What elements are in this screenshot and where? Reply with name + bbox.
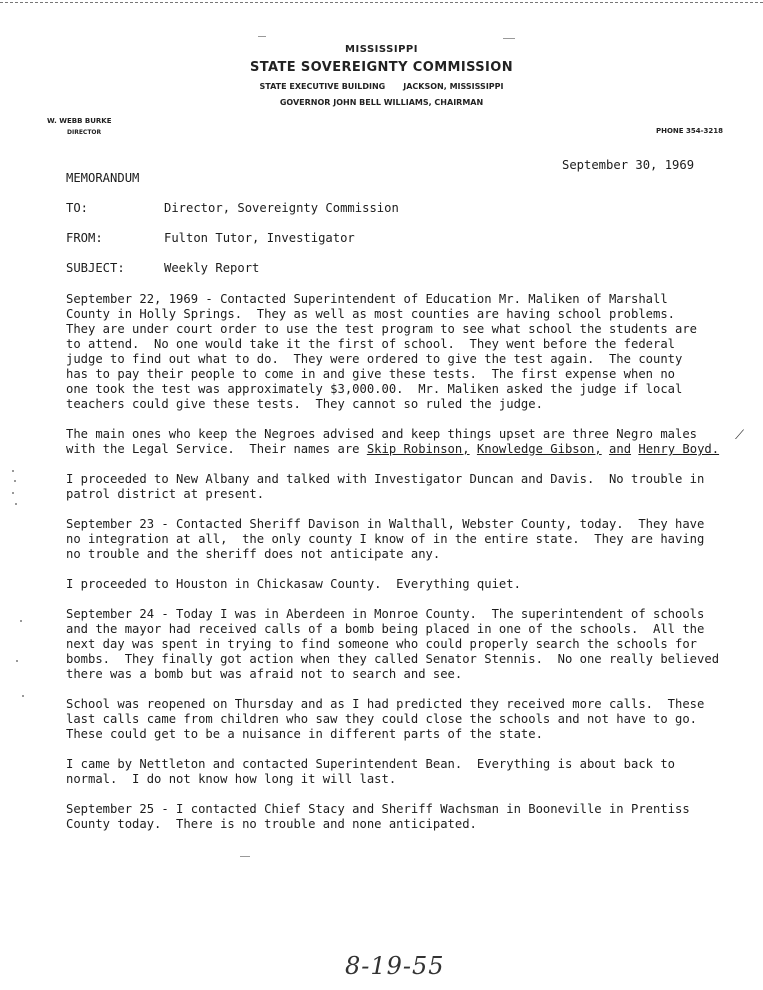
handwritten-file-number: 8-19-55 [345, 952, 445, 980]
from-line [66, 231, 355, 245]
subject-line [66, 261, 259, 275]
letterhead-commission: STATE SOVEREIGNTY COMMISSION [249, 60, 514, 75]
name-knowledge-gibson: Knowledge Gibson, [476, 442, 602, 456]
to-value: Director, Sovereignty Commission [164, 201, 399, 215]
margin-speck [12, 492, 14, 494]
margin-check-mark: ⟋ [735, 428, 745, 443]
paragraph-school-reopened: School was reopened on Thursday and as I had predicted they received more calls. These last calls came from children who saw they could close the schools and not have to go. These could get to be a nuisance in different parts of the state. [66, 697, 705, 741]
to-label: TO: [66, 201, 89, 215]
director-title: DIRECTOR [67, 129, 102, 136]
letterhead-building: STATE EXECUTIVE BUILDING [259, 82, 386, 91]
from-label: FROM: [66, 231, 103, 245]
header-speck [503, 38, 515, 39]
letterhead-city: JACKSON, MISSISSIPPI [403, 82, 504, 91]
director-block [47, 115, 111, 139]
and-word: and [609, 442, 632, 456]
subject-label: SUBJECT: [66, 261, 125, 275]
memo-date: September 30, 1969 [562, 158, 695, 172]
paragraph-sept-24: September 24 - Today I was in Aberdeen in Monroe County. The superintendent of schools and the mayor had received calls of a bomb being placed in one of the schools. All the next day was spent in trying to find someone who could properly search the schools for bombs. They finally got action when they called Senator Stennis. No one really believed there was a bomb but was afraid not to search and see. [66, 607, 720, 681]
director-name: W. WEBB BURKE [47, 117, 112, 125]
paragraph-sept-25: September 25 - I contacted Chief Stacy and Sheriff Wachsman in Booneville in Prentiss County today. There is no trouble and none anticipated. [66, 802, 690, 831]
page-speck [240, 856, 250, 857]
memo-body [66, 292, 746, 847]
margin-speck [16, 660, 18, 662]
name-henry-boyd: Henry Boyd. [638, 442, 720, 456]
paragraph-nettleton: I came by Nettleton and contacted Superintendent Bean. Everything is about back to normal. I do not know how long it will last. [66, 757, 676, 786]
letterhead-state: MISSISSIPPI [345, 44, 418, 55]
top-edge-line [0, 2, 763, 3]
paragraph-legal-service [66, 427, 746, 457]
margin-speck [15, 503, 17, 505]
letterhead-address [0, 82, 763, 91]
phone-number: PHONE 354-3218 [655, 127, 723, 135]
legal-service-line-2: with the Legal Service. Their names are [66, 442, 367, 456]
margin-speck [14, 480, 16, 482]
to-line [66, 201, 399, 215]
name-skip-robinson: Skip Robinson, [366, 442, 470, 456]
from-value: Fulton Tutor, Investigator [164, 231, 355, 245]
margin-speck [12, 470, 14, 472]
margin-speck [22, 695, 24, 697]
paragraph-new-albany: I proceeded to New Albany and talked with Investigator Duncan and Davis. No trouble in patrol district at present. [66, 472, 705, 501]
margin-speck [20, 620, 22, 622]
header-speck [258, 36, 266, 37]
memo-heading: MEMORANDUM [66, 171, 140, 185]
paragraph-houston: I proceeded to Houston in Chickasaw County. Everything quiet. [66, 577, 521, 591]
paragraph-sept-23: September 23 - Contacted Sheriff Davison in Walthall, Webster County, today. They have no integration at all, the only county I know of in the entire state. They are having no trouble and the sheriff does not anticipate any. [66, 517, 705, 561]
letterhead-governor: GOVERNOR JOHN BELL WILLIAMS, CHAIRMAN [279, 98, 484, 107]
legal-service-line-1: The main ones who keep the Negroes advised and keep things upset are three Negro males [66, 427, 698, 441]
subject-value: Weekly Report [164, 261, 260, 275]
paragraph-sept-22: September 22, 1969 - Contacted Superintendent of Education Mr. Maliken of Marshall County in Holly Springs. They as well as most counties are having school problems. They are under court order to use the test program to see what school the students are to attend. No one would take it the first of school. They went before the federal judge to find out what to do. They were ordered to give the test again. The county has to pay their people to come in and give these tests. The first expense when no one took the test was approximately $3,000.00. Mr. Maliken asked the judge if local teachers could give these tests. They cannot so ruled the judge. [66, 292, 698, 411]
